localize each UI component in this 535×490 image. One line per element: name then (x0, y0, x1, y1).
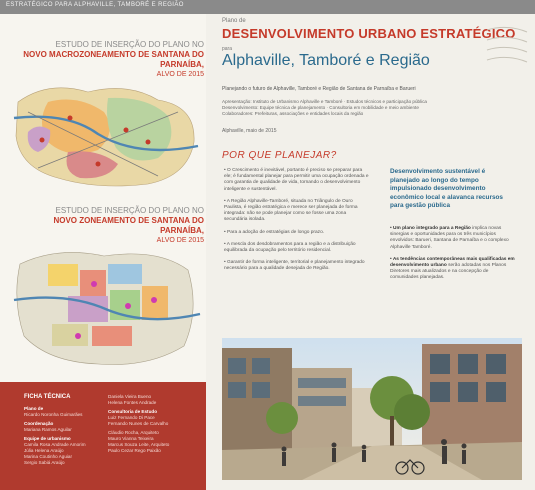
street-rendering-image (222, 338, 522, 480)
map2-title-line1: ESTUDO DE INSERÇÃO DO PLANO NO (55, 206, 204, 215)
breadcrumb: ESTRATÉGICO PARA ALPHAVILLE, TAMBORÉ E REGIÃO (6, 2, 184, 8)
highlight-callout: Desenvolvimento sustentável é planejado ao longo do tempo impulsionado desenvolvimento econômico local e alavanca recursos para gestão pública (390, 168, 503, 210)
publication-date: Alphaville, maio de 2015 (222, 128, 277, 134)
sheet-caption: Plano de (24, 406, 44, 411)
sheet-name: Marina Coutinho Aguiar (24, 454, 73, 459)
credits-line: Desenvolvimento: Equipe técnica de planejamento · Consultoria em mobilidade e meio ambiente (222, 105, 419, 111)
sheet-name: Marcus Souza Leite, Arquiteto (108, 442, 170, 447)
sheet-name: Ricardo Noronha Guimarães (24, 412, 83, 417)
list-item: • A mescla dos desdobramentos para a região e a distribuição equilibrada da ocupação pelo território residencial. (224, 241, 356, 254)
technical-sheet-col1 (24, 406, 86, 466)
sheet-caption: Equipe de urbanismo (24, 436, 71, 441)
sheet-name: Mariana Ramos Aguilar (24, 427, 72, 432)
map2-title-line3: ALVO DE 2015 (156, 237, 204, 244)
sheet-caption: Coordenação (24, 421, 54, 426)
list-item (390, 226, 516, 251)
map1-title-line3: ALVO DE 2015 (156, 71, 204, 78)
bullet-list (224, 168, 370, 279)
left-column (0, 14, 206, 490)
list-item: • A Região Alphaville-Tamboré, situada no Triângulo de Ouro Paulista, é região estratégica e merece ser planejada de forma integrada: não se pode planejar como se fosse uma zona secundária isolada. (224, 198, 358, 223)
sheet-name: Fernando Nunes de Carvalho (108, 421, 169, 426)
sheet-name: Helena Fontes Andrade (108, 400, 157, 405)
intro-text: Planejando o futuro de Alphaville, Tamboré e Região de Santana de Parnaíba e Barueri (222, 86, 416, 92)
technical-sheet-heading: FICHA TÉCNICA (24, 394, 71, 400)
top-header-bar (0, 0, 535, 14)
list-item-text: serão adotadas nos Planos Diretores mais atualizados e na concepção de comunidades planejadas. (390, 263, 507, 281)
page-subtitle: Alphaville, Tamboré e Região (222, 52, 430, 69)
section-title: POR QUE PLANEJAR? (222, 150, 337, 161)
technical-sheet-col2 (108, 394, 169, 454)
sheet-name: Cláudio Rocha, Arquiteto (108, 430, 159, 435)
sheet-name: Luiz Fernando Di Pace (108, 415, 155, 420)
list-item-strong: • Um plano integrado para a Região (390, 226, 471, 231)
sheet-name: Daniela Vieira Bueno (108, 394, 152, 399)
macrozoning-map (8, 72, 204, 192)
decorative-waves (485, 22, 529, 70)
page-title: DESENVOLVIMENTO URBANO ESTRATÉGICO (222, 26, 516, 41)
sheet-name: Paulo Cezar Rego Paixão (108, 448, 161, 453)
list-item: • O Crescimento é inevitável, portanto é preciso se preparar para ele; é fundamental planejar para permitir uma ocupação ordenada e com garantia de qualidade de vida, tornando o desenvolvimento inteligente e sustentável. (224, 168, 369, 192)
map1-title-line2: NOVO MACROZONEAMENTO DE SANTANA DO PARNAÍBA, (23, 50, 204, 69)
sheet-name: Mauro Vianna Teixeira (108, 436, 154, 441)
right-bullet-list (390, 226, 516, 288)
sheet-name: Júlia Helena Araújo (24, 448, 64, 453)
sheet-name: Camila Rosa Andrade Amorim (24, 442, 86, 447)
technical-sheet (0, 382, 206, 490)
para-label: para (222, 46, 233, 52)
sheet-name: Sergio Sabiá Araújo (24, 460, 65, 465)
plano-label: Plano de (222, 18, 246, 24)
zoning-map (8, 240, 204, 372)
list-item: • Para a adoção de estratégias de longo prazo. (224, 229, 325, 235)
list-item-strong: • As tendências contemporâneas mais qualificadas em desenvolvimento urbano (390, 256, 515, 269)
list-item (390, 257, 516, 282)
list-item: • Garantir de forma inteligente, territorial e planejamento integrado necessário para a qualidade desejada de Região. (224, 260, 365, 272)
map1-title-line1: ESTUDO DE INSERÇÃO DO PLANO NO (55, 40, 204, 49)
credits-line: Colaboradores: Prefeituras, associações e entidades locais da região (222, 111, 364, 117)
map2-title-line2: NOVO ZONEAMENTO DE SANTANA DO PARNAÍBA, (53, 216, 204, 235)
credits-line: Apresentação: Instituto de Urbanismo Alphaville e Tamboré · Estudos técnicos e participação pública (222, 99, 427, 104)
sheet-caption: Consultoria de Estudo (108, 409, 158, 414)
list-item-text: implica novas sinergias e oportunidades para os três municípios envolvidos: Barueri, Santana de Parnaíba e o complexo Alphaville Tamboré. (390, 226, 509, 250)
credits (222, 99, 522, 118)
